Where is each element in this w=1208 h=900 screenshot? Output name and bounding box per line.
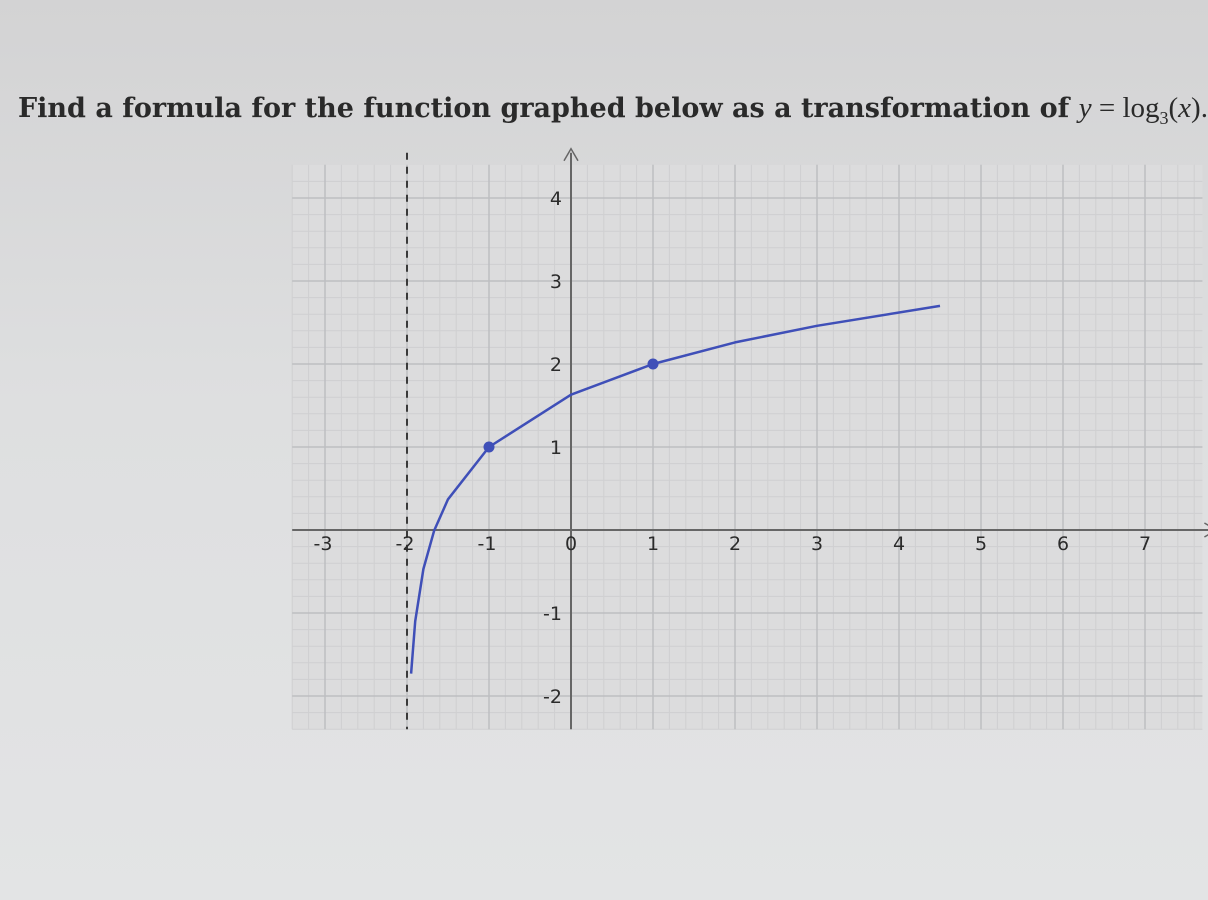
y-tick-label: -2 <box>543 686 562 708</box>
grid <box>292 165 1202 729</box>
y-tick-label: -1 <box>543 603 562 625</box>
marked-point <box>648 359 659 370</box>
y-tick-label: 4 <box>549 188 562 210</box>
x-tick-label: 7 <box>1138 533 1152 555</box>
x-tick-label: -3 <box>313 533 333 555</box>
x-tick-label: 0 <box>564 533 578 555</box>
y-tick-label: 3 <box>549 271 562 293</box>
x-tick-label: -2 <box>395 533 415 555</box>
x-tick-label: 3 <box>810 533 824 555</box>
y-tick-label: 1 <box>549 437 562 459</box>
x-tick-label: 1 <box>646 533 660 555</box>
y-tick-label: 2 <box>549 354 562 376</box>
x-tick-label: 4 <box>892 533 906 555</box>
x-tick-label: 5 <box>974 533 988 555</box>
x-tick-label: 6 <box>1056 533 1070 555</box>
question-equation: $y = \log_3(x)$. <box>1078 92 1208 128</box>
question-prompt: Find a formula for the function graphed below as a transformation of <box>18 93 1070 124</box>
x-tick-label: -1 <box>477 533 497 555</box>
marked-point <box>484 442 495 453</box>
x-tick-label: 2 <box>728 533 742 555</box>
